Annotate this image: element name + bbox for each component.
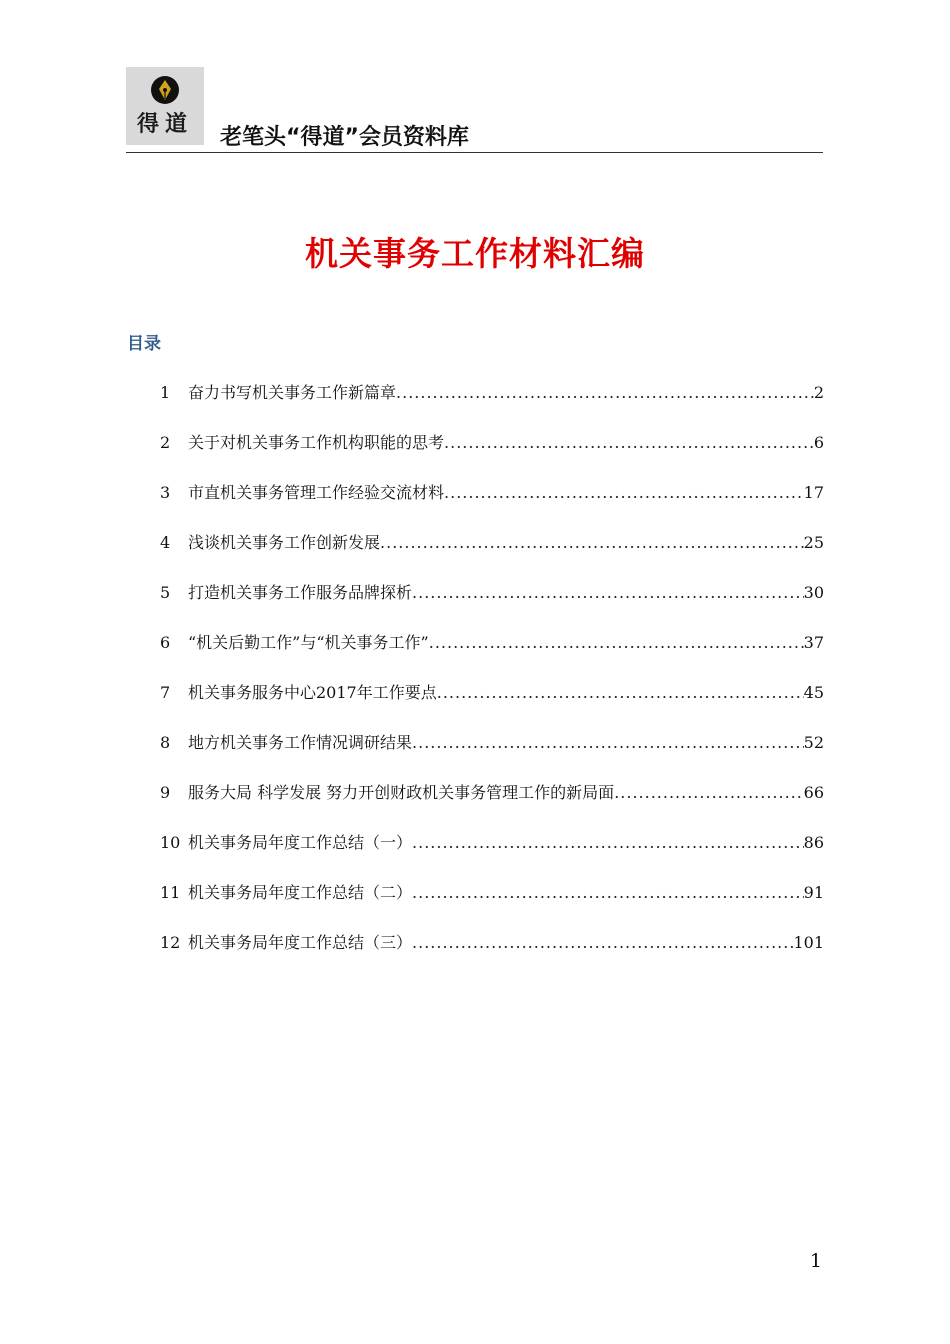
toc-dot-leader — [429, 630, 804, 656]
toc-entry-title: “机关后勤工作”与“机关事务工作” — [188, 633, 429, 652]
toc-entry[interactable] — [160, 780, 824, 830]
toc-entry-number: 12 — [160, 933, 181, 952]
toc-entry-number: 11 — [160, 883, 181, 902]
toc-entry-number: 2 — [160, 433, 171, 452]
toc-dot-leader — [437, 680, 804, 706]
toc-entry-number: 5 — [160, 583, 171, 602]
toc-entry[interactable] — [160, 630, 824, 680]
pen-nib-icon — [150, 75, 180, 105]
document-title: 机关事务工作材料汇编 — [305, 234, 645, 273]
toc-entry-page: 6 — [813, 433, 824, 452]
toc-entry[interactable] — [160, 730, 824, 780]
toc-entry-page: 37 — [803, 633, 824, 652]
toc-entry-page: 17 — [803, 483, 824, 502]
toc-entry-title: 机关事务局年度工作总结（三） — [188, 933, 413, 952]
toc-entry[interactable] — [160, 680, 824, 730]
toc-entry[interactable] — [160, 480, 824, 530]
toc-dot-leader — [412, 930, 793, 956]
toc-entry-title: 关于对机关事务工作机构职能的思考 — [188, 433, 445, 452]
toc-entry-page: 52 — [803, 733, 824, 752]
toc-entry-number: 8 — [160, 733, 171, 752]
toc-entry-number: 10 — [160, 833, 181, 852]
toc-dot-leader — [614, 780, 803, 806]
toc-dot-leader — [412, 580, 804, 606]
toc-dot-leader — [412, 730, 804, 756]
toc-entry-number: 1 — [160, 383, 171, 402]
toc-entry-number: 4 — [160, 533, 171, 552]
toc-entry[interactable] — [160, 430, 824, 480]
toc-entry-title: 市直机关事务管理工作经验交流材料 — [188, 483, 445, 502]
toc-dot-leader — [412, 830, 804, 856]
toc-entry-number: 7 — [160, 683, 171, 702]
toc-entry-page: 25 — [803, 533, 824, 552]
toc-dot-leader — [444, 430, 814, 456]
toc-dot-leader — [380, 530, 804, 556]
logo-text: 得道 — [136, 111, 193, 137]
table-of-contents — [160, 380, 824, 980]
toc-dot-leader — [412, 880, 804, 906]
toc-entry-page: 45 — [803, 683, 824, 702]
toc-entry-page: 101 — [793, 933, 824, 952]
toc-entry-page: 2 — [813, 383, 824, 402]
header-divider — [126, 152, 823, 153]
toc-entry-title: 机关事务局年度工作总结（二） — [188, 883, 413, 902]
toc-entry-title: 机关事务服务中心2017年工作要点 — [188, 683, 437, 702]
toc-entry-number: 9 — [160, 783, 171, 802]
toc-entry-number: 6 — [160, 633, 171, 652]
toc-dot-leader — [444, 480, 804, 506]
toc-entry[interactable] — [160, 930, 824, 980]
header-title: 老笔头“得道”会员资料库 — [220, 125, 469, 150]
toc-entry[interactable] — [160, 880, 824, 930]
toc-entry[interactable] — [160, 380, 824, 430]
toc-dot-leader — [396, 380, 814, 406]
toc-entry-number: 3 — [160, 483, 171, 502]
toc-entry-page: 30 — [803, 583, 824, 602]
toc-entry-page: 91 — [803, 883, 824, 902]
toc-heading: 目录 — [127, 334, 161, 354]
toc-entry-title: 地方机关事务工作情况调研结果 — [188, 733, 413, 752]
toc-entry-title: 机关事务局年度工作总结（一） — [188, 833, 413, 852]
toc-entry-title: 浅谈机关事务工作创新发展 — [188, 533, 381, 552]
toc-entry-title: 奋力书写机关事务工作新篇章 — [188, 383, 397, 402]
toc-entry-page: 66 — [803, 783, 824, 802]
toc-entry-title: 打造机关事务工作服务品牌探析 — [188, 583, 413, 602]
page-number: 1 — [809, 1250, 822, 1272]
toc-entry[interactable] — [160, 530, 824, 580]
toc-entry-title: 服务大局 科学发展 努力开创财政机关事务管理工作的新局面 — [188, 783, 615, 802]
toc-entry-page: 86 — [803, 833, 824, 852]
logo — [126, 67, 204, 145]
toc-entry[interactable] — [160, 830, 824, 880]
toc-entry[interactable] — [160, 580, 824, 630]
